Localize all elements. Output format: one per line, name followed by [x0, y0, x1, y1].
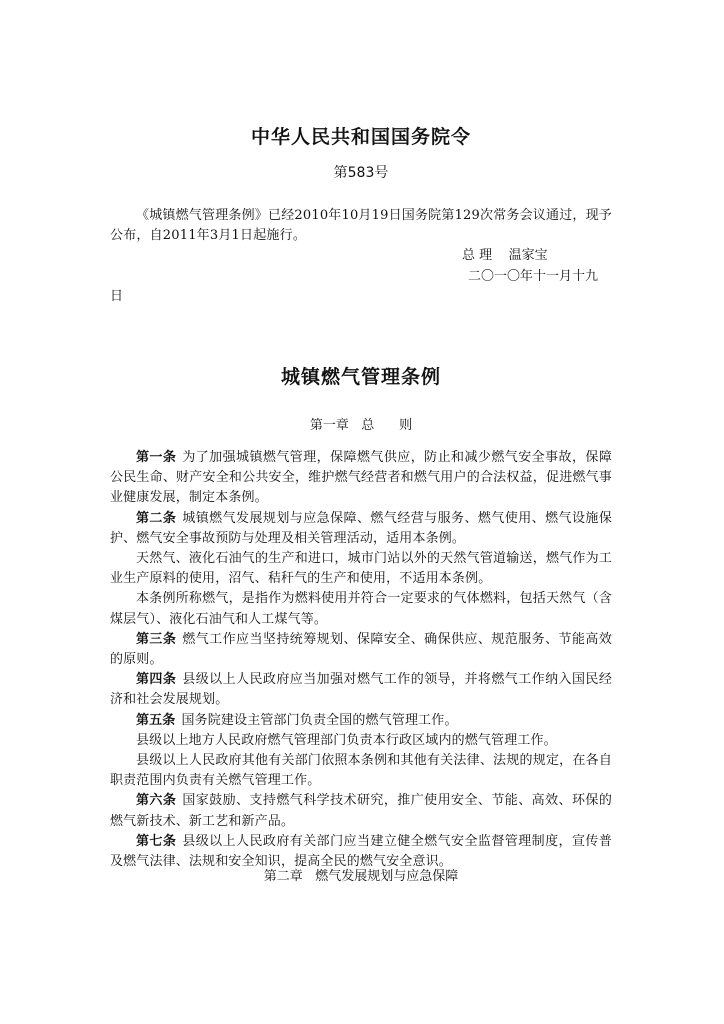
article-text: 城镇燃气发展规划与应急保障、燃气经营与服务、燃气使用、燃气设施保护、燃气安全事故预防与处理及相关管理活动，适用本条例。: [110, 510, 612, 546]
article-paragraph: [110, 448, 612, 509]
article-paragraph: [110, 711, 612, 731]
article-paragraph: [110, 670, 612, 710]
decree-title: 中华人民共和国国务院令: [250, 126, 471, 148]
article-text: 国务院建设主管部门负责全国的燃气管理工作。: [181, 712, 458, 728]
article-label: 第二条: [136, 510, 177, 526]
decree-date-line1: 二〇一〇年十一月十九: [468, 269, 599, 284]
article-text: 为了加强城镇燃气管理，保障燃气供应，防止和减少燃气安全事故，保障公民生命、财产安全和公共安全，维护燃气经营者和燃气用户的合法权益，促进燃气事业健康发展，制定本条例。: [110, 450, 612, 506]
article-paragraph: [110, 731, 612, 751]
decree-signer: 总 理 温家宝: [462, 248, 548, 263]
article-label: 第一条: [136, 450, 177, 465]
article-label: 第六条: [136, 793, 177, 809]
article-text: 县级以上人民政府其他有关部门依照本条例和其他有关法律、法规的规定，在各自职责范围内负责有关燃气管理工作。: [110, 753, 612, 789]
article-paragraph: [110, 549, 612, 589]
chapter-1-heading: 第一章 总 则: [309, 418, 413, 433]
article-label: 第七条: [136, 833, 177, 849]
article-paragraph: [110, 751, 612, 791]
article-label: 第四条: [136, 672, 177, 688]
article-paragraph: [110, 630, 612, 670]
article-label: 第五条: [136, 712, 176, 728]
decree-date-line2: 日: [110, 289, 124, 304]
article-text: 县级以上人民政府有关部门应当建立健全燃气安全监督管理制度，宣传普及燃气法律、法规和安全知识，提高全民的燃气安全意识。: [110, 833, 612, 870]
article-paragraph: [110, 589, 612, 629]
regulation-title: 城镇燃气管理条例: [280, 366, 441, 388]
article-text: 燃气工作应当坚持统筹规划、保障安全、确保供应、规范服务、节能高效的原则。: [110, 631, 612, 668]
article-text: 县级以上人民政府应当加强对燃气工作的领导，并将燃气工作纳入国民经济和社会发展规划。: [110, 672, 612, 708]
article-paragraph: [110, 509, 612, 549]
article-text: 县级以上地方人民政府燃气管理部门负责本行政区域内的燃气管理工作。: [136, 732, 557, 748]
decree-body: 《城镇燃气管理条例》已经2010年10月19日国务院第129次常务会议通过，现予公布，自2011年3月1日起施行。: [110, 208, 612, 243]
article-text: 天然气、液化石油气的生产和进口，城市门站以外的天然气管道输送，燃气作为工业生产原料的使用，沼气、秸秆气的生产和使用，不适用本条例。: [110, 551, 612, 587]
article-label: 第三条: [136, 631, 177, 647]
article-paragraph: [110, 791, 612, 831]
articles-list: [110, 448, 612, 872]
decree-number: 第583号: [333, 165, 389, 181]
article-text: 国家鼓励、支持燃气科学技术研究，推广使用安全、节能、高效、环保的燃气新技术、新工艺和新产品。: [110, 793, 612, 829]
article-text: 本条例所称燃气，是指作为燃料使用并符合一定要求的气体燃料，包括天然气（含煤层气）、液化石油气和人工煤气等。: [110, 591, 612, 627]
chapter-2-heading: 第二章 燃气发展规划与应急保障: [263, 869, 459, 884]
